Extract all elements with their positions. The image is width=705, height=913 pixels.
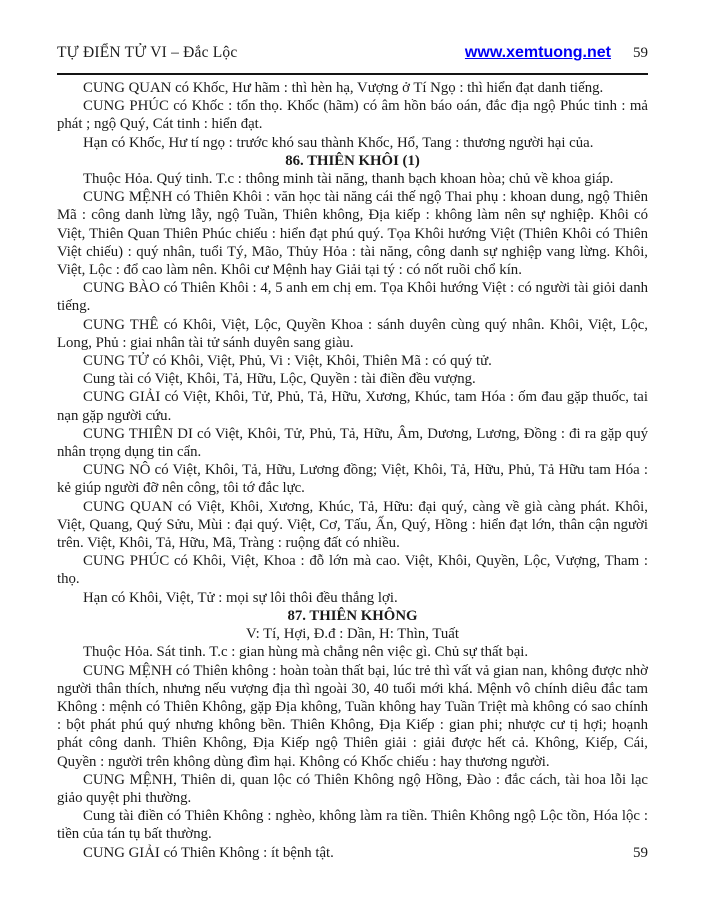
paragraph: CUNG THIÊN DI có Việt, Khôi, Tử, Phủ, Tả, Hữu, Âm, Dương, Lương, Đồng : đi ra gặp quý nhân trọng dụng tin cẩn. [57, 425, 648, 461]
paragraph: CUNG THÊ có Khôi, Việt, Lộc, Quyền Khoa : sánh duyên cùng quý nhân. Khôi, Việt, Lộc, Long, Phủ : giai nhân tài tử sánh duyên sang giàu. [57, 316, 648, 351]
paragraph: CUNG BÀO có Thiên Khôi : 4, 5 anh em chị em. Tọa Khôi hướng Việt : có người tài giỏi danh tiếng. [57, 280, 648, 315]
paragraph: CUNG NÔ có Việt, Khôi, Tả, Hữu, Lương đồng; Việt, Khôi, Tả, Hữu, Phủ, Tả Hữu tam Hóa : kẻ giúp người đỡ nên công, tôi tớ đắc lực. [57, 462, 648, 497]
paragraph: CUNG GIẢI có Thiên Không : ít bệnh tật. [83, 844, 334, 861]
paragraph: CUNG PHÚC có Khôi, Việt, Khoa : đỗ lớn mà cao. Việt, Khôi, Quyền, Lộc, Vượng, Tham : thọ. [57, 553, 648, 588]
section-heading: 87. THIÊN KHÔNG [287, 607, 418, 624]
section-heading: 86. THIÊN KHÔI (1) [285, 152, 420, 169]
paragraph: Hạn có Khốc, Hư tí ngọ : trước khó sau thành Khốc, Hổ, Tang : thương người hại của. [83, 134, 594, 151]
document-body [57, 79, 648, 862]
section-subheading: V: Tí, Hợi, Đ.đ : Dần, H: Thìn, Tuất [246, 626, 459, 643]
page-header [57, 0, 648, 62]
paragraph: CUNG MỆNH có Thiên không : hoàn toàn thất bại, lúc trẻ thì vất vả gian nan, không được nhờ người thân thích, nhưng nếu vượng địa thì ngoài 30, 40 tuổi mới khá. Mệnh vô chính diêu đắc tam Không : mệnh có Thiên Không, gặp Địa không, Tuần không hay Tuần Triệt mà không có sao chính : bột phát phú quý nhưng không bền. Thiên Không, Địa Kiếp : gian phi; nhược cư tị hợi; hoạnh phát công danh. Thiên Không, Địa Kiếp ngộ Thiên giải : giải được hết cả. Không, Kiếp, Cái, Quyền : người trên không dùng đìm hại. Không có Khốc chiếu : hay thương người. [57, 662, 648, 770]
paragraph: CUNG GIẢI có Việt, Khôi, Tử, Phủ, Tả, Hữu, Xương, Khúc, tam Hóa : ốm đau gặp thuốc, tai nạn gặp người cứu. [57, 389, 648, 424]
paragraph: CUNG PHÚC có Khốc : tổn thọ. Khốc (hãm) có âm hồn báo oán, đắc địa ngộ Phúc tinh : mả phát ; ngộ Quý, Cát tinh : hiển đạt. [57, 98, 648, 133]
paragraph: Cung tài điền có Thiên Không : nghèo, không làm ra tiền. Thiên Không ngộ Lộc tồn, Hóa lộc : tiền của tán tụ bất thường. [57, 808, 648, 843]
paragraph: Hạn có Khôi, Việt, Tử : mọi sự lôi thôi đều thắng lợi. [83, 589, 398, 606]
paragraph: Cung tài có Việt, Khôi, Tả, Hữu, Lộc, Quyền : tài điền đều vượng. [83, 371, 476, 388]
header-page-number: 59 [633, 45, 648, 61]
header-divider-rule [57, 73, 648, 75]
paragraph: CUNG QUAN có Việt, Khôi, Xương, Khúc, Tả, Hữu: đại quý, càng về già càng phát. Khôi, Việt, Quang, Quý Sửu, Mùi : đại quý. Việt, Cơ, Tấu, Ấn, Quý, Hồng : hiển đạt lớn, thân cận người trên. Việt, Khôi, Tả, Hữu, Mã, Tràng : ruộng đất có nhiều. [57, 498, 648, 552]
paragraph: CUNG MỆNH, Thiên di, quan lộc có Thiên Không ngộ Hồng, Đào : đắc cách, tài hoa lỗi lạc giảo quyệt phi thường. [57, 771, 648, 806]
header-right-group [465, 44, 648, 62]
footer-page-number: 59 [633, 845, 648, 861]
paragraph: CUNG QUAN có Khốc, Hư hãm : thì hèn hạ, Vượng ở Tí Ngọ : thì hiển đạt danh tiếng. [83, 80, 604, 96]
paragraph: Thuộc Hỏa. Quý tinh. T.c : thông minh tài năng, thanh bạch khoan hòa; chủ về khoa giáp. [83, 171, 614, 188]
website-link[interactable]: www.xemtuong.net [464, 44, 611, 61]
paragraph: CUNG MỆNH có Thiên Khôi : văn học tài năng cái thế ngộ Thai phụ : khoan dung, ngộ Thiên Mã : công danh lừng lẫy, ngộ Tuần, Thiên không, Địa kiếp : không làm nên sự nghiệp. Khôi có Việt, Thiên Quan Thiên Phúc chiếu : hiển đạt phú quý. Tọa Khôi hướng Việt (Thiên Khôi có Thiên Việt chiếu) : quý nhân, tuổi Tý, Mão, Thủy Hỏa : tài năng, công danh sự nghiệp vang lừng. Khôi, Việt, Lộc : đổ cao làm nên. Khôi cư Mệnh hay Giải tại tý : có nốt ruồi chổ kín. [57, 189, 648, 279]
header-title: TỰ ĐIỂN TỬ VI – Đắc Lộc [57, 44, 238, 61]
paragraph: CUNG TỬ có Khôi, Việt, Phủ, Vi : Việt, Khôi, Thiên Mã : có quý tử. [83, 353, 492, 370]
paragraph: Thuộc Hỏa. Sát tinh. T.c : gian hùng mà chẳng nên việc gì. Chủ sự thất bại. [83, 644, 529, 661]
